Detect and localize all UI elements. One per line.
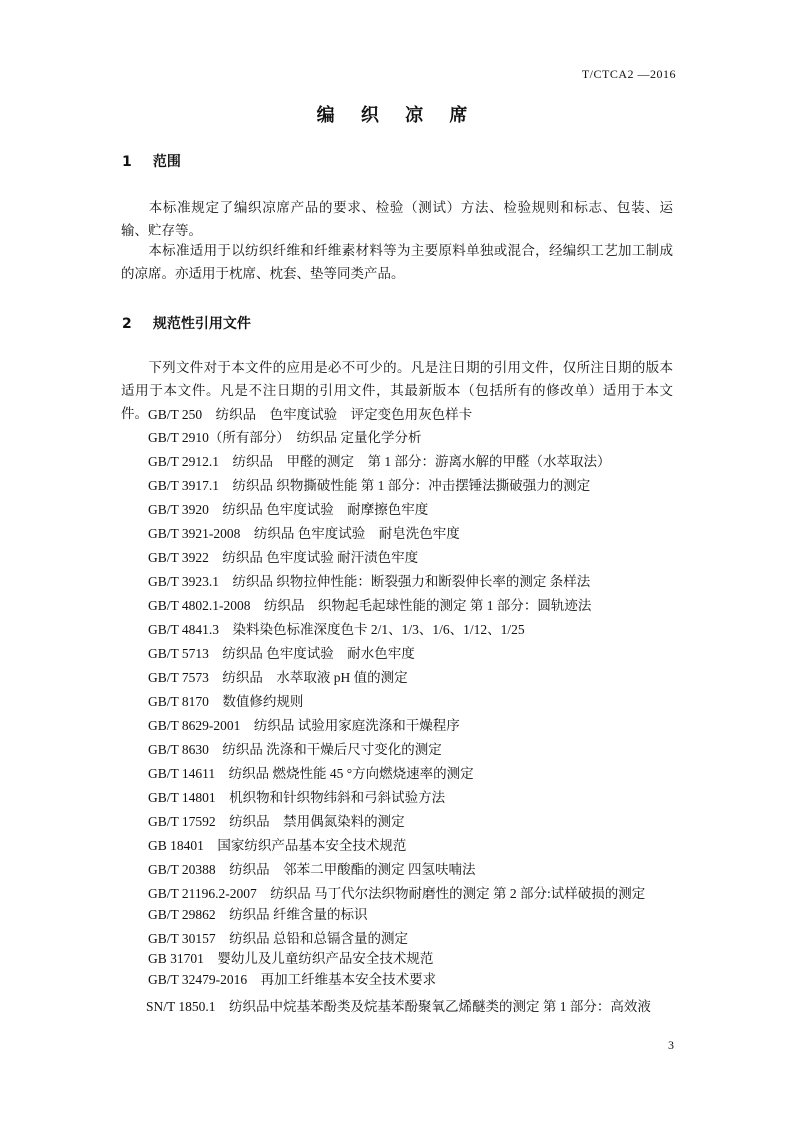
reference-item: GB/T 2912.1 纺织品 甲醛的测定 第 1 部分：游离水解的甲醛（水萃取法）	[148, 454, 611, 469]
reference-item: GB/T 250 纺织品 色牢度试验 评定变色用灰色样卡	[148, 407, 473, 422]
header-code: T/CTCA2 —2016	[581, 67, 676, 81]
reference-item: GB/T 14611 纺织品 燃烧性能 45 °方向燃烧速率的测定	[148, 766, 474, 781]
reference-item: GB/T 3922 纺织品 色牢度试验 耐汗渍色牢度	[148, 550, 419, 565]
section-1-heading	[122, 151, 181, 171]
paragraph-text: 本标准规定了编织凉席产品的要求、检验（测试）方法、检验规则和标志、包装、运输、贮存等。	[121, 200, 673, 239]
section-2-heading	[122, 313, 251, 333]
document-title: 编 织 凉 席	[316, 105, 478, 126]
page-number: 3	[668, 1038, 674, 1052]
reference-item: GB/T 3921-2008 纺织品 色牢度试验 耐皂洗色牢度	[148, 526, 460, 541]
reference-item: GB/T 4841.3 染料染色标准深度色卡 2/1、1/3、1/6、1/12、1/25	[148, 622, 525, 637]
section-1-paragraph-1	[121, 197, 673, 243]
reference-item: GB/T 3917.1 纺织品 织物撕破性能 第 1 部分：冲击摆锤法撕破强力的测定	[148, 478, 591, 493]
reference-item: GB 31701 婴幼儿及儿童纺织产品安全技术规范	[148, 951, 434, 966]
reference-item: SN/T 1850.1 纺织品中烷基苯酚类及烷基苯酚聚氧乙烯醚类的测定 第 1 部分：高效液	[146, 999, 651, 1014]
reference-item: GB/T 8170 数值修约规则	[148, 694, 304, 709]
reference-item: GB/T 5713 纺织品 色牢度试验 耐水色牢度	[148, 646, 415, 661]
reference-item: GB/T 8630 纺织品 洗涤和干燥后尺寸变化的测定	[148, 742, 442, 757]
reference-item: GB/T 3920 纺织品 色牢度试验 耐摩擦色牢度	[148, 502, 429, 517]
paragraph-text: 本标准适用于以纺织纤维和纤维素材料等为主要原料单独或混合，经编织工艺加工制成的凉席。亦适用于枕席、枕套、垫等同类产品。	[121, 243, 673, 282]
reference-item: GB/T 4802.1-2008 纺织品 织物起毛起球性能的测定 第 1 部分：圆轨迹法	[148, 598, 592, 613]
reference-item: GB/T 17592 纺织品 禁用偶氮染料的测定	[148, 814, 405, 829]
reference-item: GB/T 8629-2001 纺织品 试验用家庭洗涤和干燥程序	[148, 718, 460, 733]
section-title: 规范性引用文件	[152, 316, 251, 332]
reference-item: GB/T 20388 纺织品 邻苯二甲酸酯的测定 四氢呋喃法	[148, 862, 476, 877]
reference-item: GB/T 3923.1 纺织品 织物拉伸性能：断裂强力和断裂伸长率的测定 条样法	[148, 574, 591, 589]
reference-item: GB 18401 国家纺织产品基本安全技术规范	[148, 838, 407, 853]
reference-item: GB/T 21196.2-2007 纺织品 马丁代尔法织物耐磨性的测定 第 2 部分:试样破损的测定	[148, 886, 646, 901]
section-number: 1	[122, 154, 132, 170]
reference-item: GB/T 30157 纺织品 总铅和总镉含量的测定	[148, 931, 409, 946]
paragraph-text: 下列文件对于本文件的应用是必不可少的。凡是注日期的引用文件，仅所注日期的版本适用于本文件。凡是不注日期的引用文件，其最新版本（包括所有的修改单）适用于本文件。	[121, 360, 673, 422]
section-title: 范围	[152, 154, 181, 170]
reference-item: GB/T 2910（所有部分） 纺织品 定量化学分析	[148, 430, 422, 445]
reference-item: GB/T 32479-2016 再加工纤维基本安全技术要求	[148, 972, 437, 987]
section-number: 2	[122, 316, 132, 332]
reference-item: GB/T 7573 纺织品 水萃取液 pH 值的测定	[148, 670, 408, 685]
reference-item: GB/T 14801 机织物和针织物纬斜和弓斜试验方法	[148, 790, 446, 805]
section-1-paragraph-2	[121, 240, 673, 286]
reference-item: GB/T 29862 纺织品 纤维含量的标识	[148, 907, 368, 922]
